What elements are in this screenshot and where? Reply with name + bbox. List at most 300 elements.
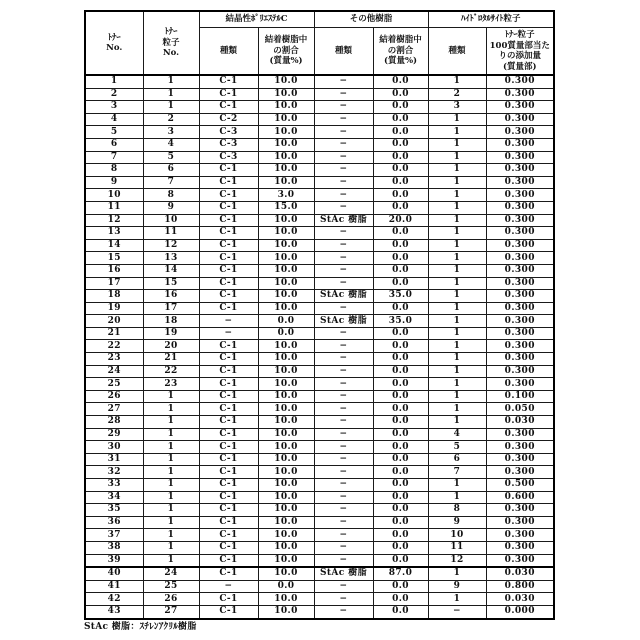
table-row	[85, 264, 554, 277]
cell-toner_particle_no: 27	[143, 605, 199, 618]
cell-hydrotalcite_type: 1	[428, 75, 486, 88]
cell-cpes_type: C-1	[199, 252, 258, 265]
cell-hydrotalcite_amount: 0.300	[486, 441, 554, 454]
cell-toner_particle_no: 9	[143, 201, 199, 214]
cell-hydrotalcite_type: 1	[428, 239, 486, 252]
cell-hydrotalcite_amount: 0.050	[486, 403, 554, 416]
cell-toner_no: 5	[85, 126, 143, 139]
cell-cpes_ratio: 10.0	[258, 101, 314, 114]
cell-hydrotalcite_amount: 0.300	[486, 340, 554, 353]
cell-toner_no: 14	[85, 239, 143, 252]
cell-toner_particle_no: 21	[143, 353, 199, 366]
cell-cpes_ratio: 10.0	[258, 353, 314, 366]
cell-toner_no: 21	[85, 327, 143, 340]
cell-cpes_type: C-1	[199, 88, 258, 101]
cell-other_resin_ratio: 0.0	[373, 302, 428, 315]
cell-hydrotalcite_type: 1	[428, 390, 486, 403]
cell-toner_no: 34	[85, 491, 143, 504]
cell-cpes_type: C-1	[199, 189, 258, 202]
cell-toner_no: 31	[85, 453, 143, 466]
cell-other_resin_type: −	[314, 277, 373, 290]
cell-toner_particle_no: 12	[143, 239, 199, 252]
cell-other_resin_ratio: 0.0	[373, 453, 428, 466]
cell-toner_particle_no: 5	[143, 151, 199, 164]
cell-cpes_ratio: 10.0	[258, 302, 314, 315]
cell-other_resin_type: −	[314, 378, 373, 391]
cell-other_resin_type: −	[314, 504, 373, 517]
cell-cpes_ratio: 10.0	[258, 441, 314, 454]
cell-toner_particle_no: 24	[143, 567, 199, 580]
table-row	[85, 113, 554, 126]
cell-other_resin_type: −	[314, 327, 373, 340]
cell-hydrotalcite_amount: 0.000	[486, 605, 554, 618]
cell-cpes_ratio: 10.0	[258, 340, 314, 353]
cell-cpes_type: C-1	[199, 441, 258, 454]
cell-hydrotalcite_type: 1	[428, 479, 486, 492]
cell-hydrotalcite_amount: 0.300	[486, 466, 554, 479]
cell-toner_no: 42	[85, 593, 143, 606]
cell-toner_no: 33	[85, 479, 143, 492]
cell-cpes_type: C-2	[199, 113, 258, 126]
cell-toner_particle_no: 1	[143, 416, 199, 429]
cell-other_resin_ratio: 0.0	[373, 466, 428, 479]
cell-toner_particle_no: 13	[143, 252, 199, 265]
cell-hydrotalcite_amount: 0.300	[486, 327, 554, 340]
cell-hydrotalcite_type: 1	[428, 353, 486, 366]
cell-cpes_type: C-3	[199, 126, 258, 139]
cell-other_resin_ratio: 0.0	[373, 138, 428, 151]
cell-hydrotalcite_type: 1	[428, 403, 486, 416]
cell-other_resin_ratio: 0.0	[373, 101, 428, 114]
cell-hydrotalcite_amount: 0.300	[486, 302, 554, 315]
cell-other_resin_ratio: 87.0	[373, 567, 428, 580]
cell-toner_no: 10	[85, 189, 143, 202]
table-row	[85, 126, 554, 139]
cell-hydrotalcite_type: 10	[428, 529, 486, 542]
cell-hydrotalcite_type: 1	[428, 113, 486, 126]
cell-cpes_ratio: 15.0	[258, 201, 314, 214]
table-row	[85, 290, 554, 303]
cell-cpes_ratio: 10.0	[258, 264, 314, 277]
cell-cpes_ratio: 10.0	[258, 126, 314, 139]
cell-hydrotalcite_amount: 0.800	[486, 580, 554, 593]
cell-hydrotalcite_amount: 0.300	[486, 176, 554, 189]
cell-toner_particle_no: 18	[143, 315, 199, 328]
table-row	[85, 378, 554, 391]
cell-cpes_type: −	[199, 580, 258, 593]
cell-other_resin_type: −	[314, 466, 373, 479]
cell-hydrotalcite_type: 1	[428, 252, 486, 265]
cell-cpes_ratio: 10.0	[258, 479, 314, 492]
table-row	[85, 453, 554, 466]
cell-toner_no: 26	[85, 390, 143, 403]
cell-cpes_ratio: 10.0	[258, 239, 314, 252]
cell-cpes_type: C-1	[199, 365, 258, 378]
header-group-crystalline-polyester: 結晶性ﾎﾟﾘｴｽﾃﾙC	[199, 11, 314, 28]
cell-toner_no: 38	[85, 541, 143, 554]
cell-other_resin_ratio: 0.0	[373, 264, 428, 277]
cell-cpes_type: C-1	[199, 529, 258, 542]
table-row	[85, 541, 554, 554]
cell-hydrotalcite_amount: 0.300	[486, 315, 554, 328]
cell-cpes_type: C-3	[199, 138, 258, 151]
table-row	[85, 340, 554, 353]
cell-other_resin_type: −	[314, 227, 373, 240]
cell-cpes_ratio: 3.0	[258, 189, 314, 202]
table-row	[85, 479, 554, 492]
cell-hydrotalcite_amount: 0.300	[486, 151, 554, 164]
cell-cpes_type: C-1	[199, 593, 258, 606]
cell-toner_particle_no: 25	[143, 580, 199, 593]
table-row	[85, 567, 554, 580]
cell-hydrotalcite_type: 11	[428, 541, 486, 554]
cell-other_resin_ratio: 0.0	[373, 378, 428, 391]
table-row	[85, 605, 554, 618]
cell-other_resin_ratio: 0.0	[373, 416, 428, 429]
header-group-row	[85, 11, 554, 28]
table-row	[85, 327, 554, 340]
cell-other_resin_ratio: 0.0	[373, 353, 428, 366]
cell-cpes_type: C-1	[199, 378, 258, 391]
cell-cpes_ratio: 10.0	[258, 504, 314, 517]
table-body	[85, 75, 554, 619]
cell-other_resin_type: −	[314, 516, 373, 529]
cell-cpes_ratio: 10.0	[258, 164, 314, 177]
cell-hydrotalcite_amount: 0.300	[486, 428, 554, 441]
cell-cpes_ratio: 10.0	[258, 378, 314, 391]
cell-hydrotalcite_type: 4	[428, 428, 486, 441]
cell-toner_no: 36	[85, 516, 143, 529]
cell-other_resin_ratio: 0.0	[373, 516, 428, 529]
cell-toner_particle_no: 3	[143, 126, 199, 139]
cell-toner_particle_no: 6	[143, 164, 199, 177]
cell-toner_particle_no: 1	[143, 554, 199, 567]
table-row	[85, 227, 554, 240]
cell-other_resin_ratio: 0.0	[373, 605, 428, 618]
table-row	[85, 491, 554, 504]
table-row	[85, 390, 554, 403]
cell-other_resin_type: −	[314, 88, 373, 101]
cell-hydrotalcite_amount: 0.300	[486, 554, 554, 567]
cell-other_resin_type: −	[314, 151, 373, 164]
cell-toner_particle_no: 1	[143, 88, 199, 101]
cell-other_resin_type: −	[314, 580, 373, 593]
cell-toner_particle_no: 23	[143, 378, 199, 391]
cell-hydrotalcite_type: 1	[428, 593, 486, 606]
table-row	[85, 554, 554, 567]
cell-hydrotalcite_type: 1	[428, 315, 486, 328]
cell-other_resin_type: −	[314, 340, 373, 353]
cell-other_resin_ratio: 0.0	[373, 529, 428, 542]
cell-toner_no: 37	[85, 529, 143, 542]
cell-toner_no: 19	[85, 302, 143, 315]
cell-cpes_type: C-1	[199, 353, 258, 366]
cell-other_resin_ratio: 0.0	[373, 403, 428, 416]
cell-toner_no: 32	[85, 466, 143, 479]
cell-hydrotalcite_type: 1	[428, 416, 486, 429]
cell-toner_particle_no: 1	[143, 453, 199, 466]
cell-hydrotalcite_type: 12	[428, 554, 486, 567]
table-row	[85, 529, 554, 542]
cell-hydrotalcite_amount: 0.300	[486, 353, 554, 366]
cell-cpes_ratio: 10.0	[258, 567, 314, 580]
cell-other_resin_ratio: 0.0	[373, 340, 428, 353]
cell-toner_no: 27	[85, 403, 143, 416]
cell-other_resin_ratio: 0.0	[373, 580, 428, 593]
table-row	[85, 403, 554, 416]
cell-other_resin_type: −	[314, 416, 373, 429]
cell-hydrotalcite_amount: 0.300	[486, 290, 554, 303]
cell-cpes_type: C-1	[199, 390, 258, 403]
cell-other_resin_type: −	[314, 302, 373, 315]
cell-cpes_type: C-1	[199, 277, 258, 290]
cell-other_resin_ratio: 0.0	[373, 327, 428, 340]
cell-cpes_type: C-1	[199, 164, 258, 177]
table-row	[85, 466, 554, 479]
cell-other_resin_type: −	[314, 264, 373, 277]
cell-hydrotalcite_type: 8	[428, 504, 486, 517]
cell-hydrotalcite_amount: 0.100	[486, 390, 554, 403]
cell-hydrotalcite_amount: 0.300	[486, 239, 554, 252]
cell-hydrotalcite_type: 6	[428, 453, 486, 466]
cell-hydrotalcite_type: 1	[428, 302, 486, 315]
cell-other_resin_type: StAc 樹脂	[314, 290, 373, 303]
cell-cpes_type: C-1	[199, 416, 258, 429]
cell-cpes_type: C-1	[199, 554, 258, 567]
cell-cpes_ratio: 10.0	[258, 453, 314, 466]
cell-hydrotalcite_type: 1	[428, 264, 486, 277]
cell-other_resin_ratio: 0.0	[373, 593, 428, 606]
cell-toner_particle_no: 1	[143, 441, 199, 454]
cell-hydrotalcite_amount: 0.300	[486, 201, 554, 214]
cell-toner_particle_no: 17	[143, 302, 199, 315]
cell-cpes_type: C-1	[199, 428, 258, 441]
cell-other_resin_ratio: 0.0	[373, 390, 428, 403]
cell-toner_particle_no: 1	[143, 479, 199, 492]
cell-cpes_ratio: 10.0	[258, 176, 314, 189]
cell-cpes_type: C-1	[199, 176, 258, 189]
cell-hydrotalcite_type: 5	[428, 441, 486, 454]
footnote: StAc 樹脂：ｽﾁﾚﾝｱｸﾘﾙ樹脂	[84, 622, 197, 632]
cell-toner_no: 2	[85, 88, 143, 101]
cell-toner_no: 24	[85, 365, 143, 378]
table-row	[85, 302, 554, 315]
cell-other_resin_type: −	[314, 541, 373, 554]
cell-hydrotalcite_type: 1	[428, 126, 486, 139]
cell-toner_no: 18	[85, 290, 143, 303]
cell-other_resin_type: StAc 樹脂	[314, 315, 373, 328]
cell-other_resin_ratio: 0.0	[373, 441, 428, 454]
cell-other_resin_ratio: 35.0	[373, 290, 428, 303]
cell-hydrotalcite_type: −	[428, 605, 486, 618]
cell-cpes_type: C-1	[199, 541, 258, 554]
cell-hydrotalcite_type: 2	[428, 88, 486, 101]
cell-cpes_type: C-1	[199, 201, 258, 214]
cell-toner_no: 9	[85, 176, 143, 189]
cell-cpes_ratio: 10.0	[258, 554, 314, 567]
cell-other_resin_ratio: 0.0	[373, 151, 428, 164]
cell-cpes_type: C-1	[199, 227, 258, 240]
cell-cpes_type: C-1	[199, 214, 258, 227]
cell-cpes_ratio: 10.0	[258, 541, 314, 554]
cell-hydrotalcite_amount: 0.300	[486, 541, 554, 554]
cell-other_resin_ratio: 0.0	[373, 504, 428, 517]
cell-cpes_type: −	[199, 327, 258, 340]
cell-hydrotalcite_type: 9	[428, 580, 486, 593]
cell-toner_no: 12	[85, 214, 143, 227]
header-hydrotalcite-amount: ﾄﾅｰ粒子 100質量部当た りの添加量 (質量部)	[486, 28, 554, 76]
cell-hydrotalcite_type: 1	[428, 164, 486, 177]
cell-cpes_ratio: 10.0	[258, 491, 314, 504]
table-row	[85, 189, 554, 202]
cell-other_resin_type: −	[314, 403, 373, 416]
cell-hydrotalcite_amount: 0.300	[486, 189, 554, 202]
cell-other_resin_type: −	[314, 239, 373, 252]
cell-other_resin_ratio: 0.0	[373, 365, 428, 378]
cell-other_resin_ratio: 0.0	[373, 176, 428, 189]
cell-hydrotalcite_amount: 0.300	[486, 88, 554, 101]
cell-cpes_type: C-1	[199, 101, 258, 114]
cell-toner_particle_no: 1	[143, 75, 199, 88]
table-row	[85, 176, 554, 189]
cell-other_resin_type: −	[314, 201, 373, 214]
cell-toner_no: 17	[85, 277, 143, 290]
cell-other_resin_ratio: 0.0	[373, 491, 428, 504]
cell-other_resin_type: −	[314, 491, 373, 504]
cell-hydrotalcite_amount: 0.300	[486, 138, 554, 151]
cell-hydrotalcite_type: 1	[428, 290, 486, 303]
header-group-other-resin: その他樹脂	[314, 11, 428, 28]
cell-toner_particle_no: 14	[143, 264, 199, 277]
cell-toner_no: 40	[85, 567, 143, 580]
cell-toner_particle_no: 1	[143, 541, 199, 554]
cell-cpes_type: C-1	[199, 491, 258, 504]
cell-other_resin_ratio: 0.0	[373, 227, 428, 240]
table-row	[85, 151, 554, 164]
table-row	[85, 201, 554, 214]
cell-other_resin_ratio: 35.0	[373, 315, 428, 328]
cell-cpes_ratio: 10.0	[258, 466, 314, 479]
cell-cpes_ratio: 10.0	[258, 151, 314, 164]
cell-other_resin_type: −	[314, 189, 373, 202]
cell-toner_particle_no: 26	[143, 593, 199, 606]
cell-cpes_ratio: 10.0	[258, 138, 314, 151]
table-header	[85, 11, 554, 75]
cell-cpes_ratio: 10.0	[258, 516, 314, 529]
cell-cpes_type: C-1	[199, 340, 258, 353]
header-toner-particle-no: ﾄﾅｰ 粒子 No.	[143, 11, 199, 75]
header-toner-no: ﾄﾅｰ No.	[85, 11, 143, 75]
cell-toner_no: 43	[85, 605, 143, 618]
table-row	[85, 75, 554, 88]
cell-hydrotalcite_type: 1	[428, 277, 486, 290]
cell-cpes_ratio: 0.0	[258, 315, 314, 328]
cell-hydrotalcite_type: 1	[428, 214, 486, 227]
cell-hydrotalcite_amount: 0.300	[486, 113, 554, 126]
cell-other_resin_type: −	[314, 554, 373, 567]
table-row	[85, 277, 554, 290]
cell-other_resin_ratio: 0.0	[373, 126, 428, 139]
cell-cpes_type: C-1	[199, 290, 258, 303]
table-row	[85, 580, 554, 593]
cell-cpes_ratio: 10.0	[258, 416, 314, 429]
cell-cpes_ratio: 10.0	[258, 75, 314, 88]
cell-hydrotalcite_amount: 0.300	[486, 101, 554, 114]
cell-other_resin_ratio: 0.0	[373, 428, 428, 441]
cell-hydrotalcite_amount: 0.500	[486, 479, 554, 492]
cell-other_resin_type: −	[314, 441, 373, 454]
cell-hydrotalcite_type: 1	[428, 491, 486, 504]
cell-hydrotalcite_amount: 0.300	[486, 529, 554, 542]
cell-hydrotalcite_type: 1	[428, 138, 486, 151]
table-row	[85, 164, 554, 177]
cell-hydrotalcite_amount: 0.300	[486, 126, 554, 139]
cell-toner_particle_no: 10	[143, 214, 199, 227]
cell-other_resin_ratio: 20.0	[373, 214, 428, 227]
header-cpes-ratio: 結着樹脂中 の割合 (質量%)	[258, 28, 314, 76]
cell-cpes_ratio: 10.0	[258, 428, 314, 441]
cell-cpes_type: C-1	[199, 403, 258, 416]
cell-other_resin_ratio: 0.0	[373, 201, 428, 214]
cell-other_resin_ratio: 0.0	[373, 75, 428, 88]
cell-toner_no: 39	[85, 554, 143, 567]
cell-cpes_ratio: 10.0	[258, 390, 314, 403]
cell-hydrotalcite_type: 1	[428, 151, 486, 164]
cell-other_resin_type: −	[314, 479, 373, 492]
cell-cpes_ratio: 10.0	[258, 88, 314, 101]
table-row	[85, 138, 554, 151]
cell-other_resin_type: −	[314, 390, 373, 403]
cell-other_resin_type: −	[314, 428, 373, 441]
cell-toner_no: 11	[85, 201, 143, 214]
cell-cpes_ratio: 0.0	[258, 580, 314, 593]
cell-hydrotalcite_type: 1	[428, 378, 486, 391]
table-row	[85, 353, 554, 366]
table-row	[85, 416, 554, 429]
cell-other_resin_type: −	[314, 164, 373, 177]
cell-toner_no: 35	[85, 504, 143, 517]
cell-hydrotalcite_amount: 0.030	[486, 416, 554, 429]
cell-toner_particle_no: 16	[143, 290, 199, 303]
table-row	[85, 428, 554, 441]
cell-toner_no: 28	[85, 416, 143, 429]
cell-toner_particle_no: 1	[143, 466, 199, 479]
cell-hydrotalcite_type: 1	[428, 340, 486, 353]
table-row	[85, 239, 554, 252]
cell-hydrotalcite_amount: 0.300	[486, 365, 554, 378]
cell-toner_particle_no: 8	[143, 189, 199, 202]
header-other-resin-ratio: 結着樹脂中 の割合 (質量%)	[373, 28, 428, 76]
table-row	[85, 441, 554, 454]
cell-hydrotalcite_type: 1	[428, 201, 486, 214]
cell-hydrotalcite_amount: 0.300	[486, 252, 554, 265]
cell-other_resin_type: StAc 樹脂	[314, 214, 373, 227]
cell-hydrotalcite_amount: 0.300	[486, 277, 554, 290]
cell-other_resin_type: −	[314, 353, 373, 366]
cell-cpes_type: C-3	[199, 151, 258, 164]
cell-hydrotalcite_type: 1	[428, 189, 486, 202]
cell-toner_no: 7	[85, 151, 143, 164]
cell-cpes_ratio: 10.0	[258, 593, 314, 606]
cell-hydrotalcite_amount: 0.300	[486, 504, 554, 517]
header-cpes-type: 種類	[199, 28, 258, 76]
cell-other_resin_type: −	[314, 453, 373, 466]
cell-toner_particle_no: 15	[143, 277, 199, 290]
cell-toner_particle_no: 1	[143, 403, 199, 416]
cell-toner_no: 6	[85, 138, 143, 151]
cell-other_resin_ratio: 0.0	[373, 277, 428, 290]
cell-toner_no: 8	[85, 164, 143, 177]
